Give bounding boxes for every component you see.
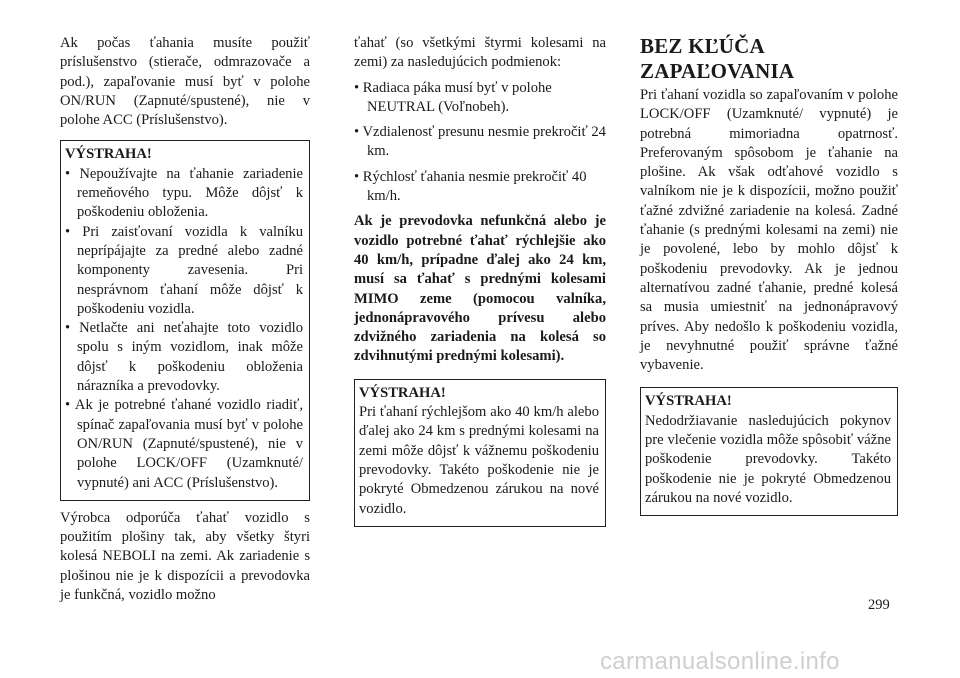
warning-item: • Pri zaisťovaní vozidla k valníku neprípájajte za predné alebo zadné komponenty zavesenia. Pri nesprávnom ťahaní môže dôjsť k poškodeniu vozidla. <box>65 223 303 317</box>
warning-box-towing-equipment <box>60 140 310 500</box>
manufacturer-recommendation-paragraph: Výrobca odporúča ťahať vozidlo s použitím plošiny tak, aby všetky štyri kolesá NEBOLI na zemi. Ak zariadenie s plošinou nie je k dispozícii a prevodovka je funkčná, vozidlo možno <box>60 509 310 604</box>
watermark: carmanualsonline.info <box>600 648 840 675</box>
warning-item: • Nepoužívajte na ťahanie zariadenie remeňového typu. Môže dôjsť k poškodeniu obloženia. <box>65 165 303 221</box>
warning-box-speed-distance <box>354 379 606 527</box>
warning-title: VÝSTRAHA! <box>359 384 446 401</box>
column-left <box>60 34 310 605</box>
column-right <box>640 34 898 516</box>
conditions-list <box>354 79 606 207</box>
page-number: 299 <box>868 597 890 613</box>
column-middle <box>354 34 606 527</box>
warning-box-towing-instructions <box>640 387 898 516</box>
section-heading: BEZ KĽÚČA ZAPAĽOVANIA <box>640 34 795 83</box>
condition-item: • Rýchlosť ťahania nesmie prekročiť 40 km/h. <box>354 168 587 205</box>
condition-item: • Vzdialenosť presunu nesmie prekročiť 24 km. <box>354 124 606 160</box>
warning-item: • Ak je potrebné ťahané vozidlo riadiť, spínač zapaľovania musí byť v polohe ON/RUN (Zapnuté/spustené), nie v polohe LOCK/OFF (Uzamknuté/ vypnuté) ani ACC (Príslušenstvo). <box>65 397 303 491</box>
warning-title: VÝSTRAHA! <box>645 393 732 410</box>
conditions-intro-paragraph: ťahať (so všetkými štyrmi kolesami na zemi) za nasledujúcich podmienok: <box>354 35 606 71</box>
intro-paragraph: Ak počas ťahania musíte použiť príslušenstvo (stierače, odmrazovače a pod.), zapaľovanie musí byť v polohe ON/RUN (Zapnuté/spustené), nie v polohe ACC (Príslušenstvo). <box>60 35 310 129</box>
condition-item: • Radiaca páka musí byť v polohe NEUTRAL (Voľnobeh). <box>354 79 552 115</box>
keyless-towing-paragraph: Pri ťahaní vozidla so zapaľovaním v polohe LOCK/OFF (Uzamknuté/ vypnuté) je potrebná mimoriadna opatrnosť. Preferovaným spôsobom je ťahanie na plošine. Ak však odťahové vozidlo s valníkom nie je k dispozícii, možno použiť ťažné zdvižné zariadenie na kolesá. Zadné ťahanie (s prednými kolesami na zemi) nie je povolené, lebo by mohlo dôjsť k poškodeniu prevodovky. Ak je jednou alternatívou zadné ťahanie, predné kolesá sa musia umiestniť na jednonápravový príves. Aby nedošlo k poškodeniu vozidla, je nevyhnutné použiť správne ťažné vybavenie. <box>640 87 898 374</box>
warning-title: VÝSTRAHA! <box>65 146 152 163</box>
warning-text: Pri ťahaní rýchlejšom ako 40 km/h alebo ďalej ako 24 km s prednými kolesami na zemi môže dôjsť k vážnemu poškodeniu prevodovky. Takéto poškodenie nie je pokryté Obmedzenou zárukou na nové vozidlo. <box>359 404 599 517</box>
warning-list <box>65 165 303 493</box>
warning-text: Nedodržiavanie nasledujúcich pokynov pre vlečenie vozidla môže spôsobiť vážne poškodenie prevodovky. Takéto poškodenie nie je pokryté Obmedzenou zárukou na nové vozidlo. <box>645 412 891 506</box>
warning-item: • Netlačte ani neťahajte toto vozidlo spolu s iným vozidlom, inak môže dôjsť k poškodeniu obloženia nárazníka a prevodovky. <box>65 320 303 395</box>
transmission-warning-paragraph: Ak je prevodovka nefunkčná alebo je vozidlo potrebné ťahať rýchlejšie ako 40 km/h, prípadne ďalej ako 24 km, musí sa ťahať s prednými kolesami MIMO zeme (pomocou valníka, jednonápravového prívesu alebo zdvižného zariadenia na kolesá so zdvihnutými prednými kolesami). <box>354 213 606 365</box>
